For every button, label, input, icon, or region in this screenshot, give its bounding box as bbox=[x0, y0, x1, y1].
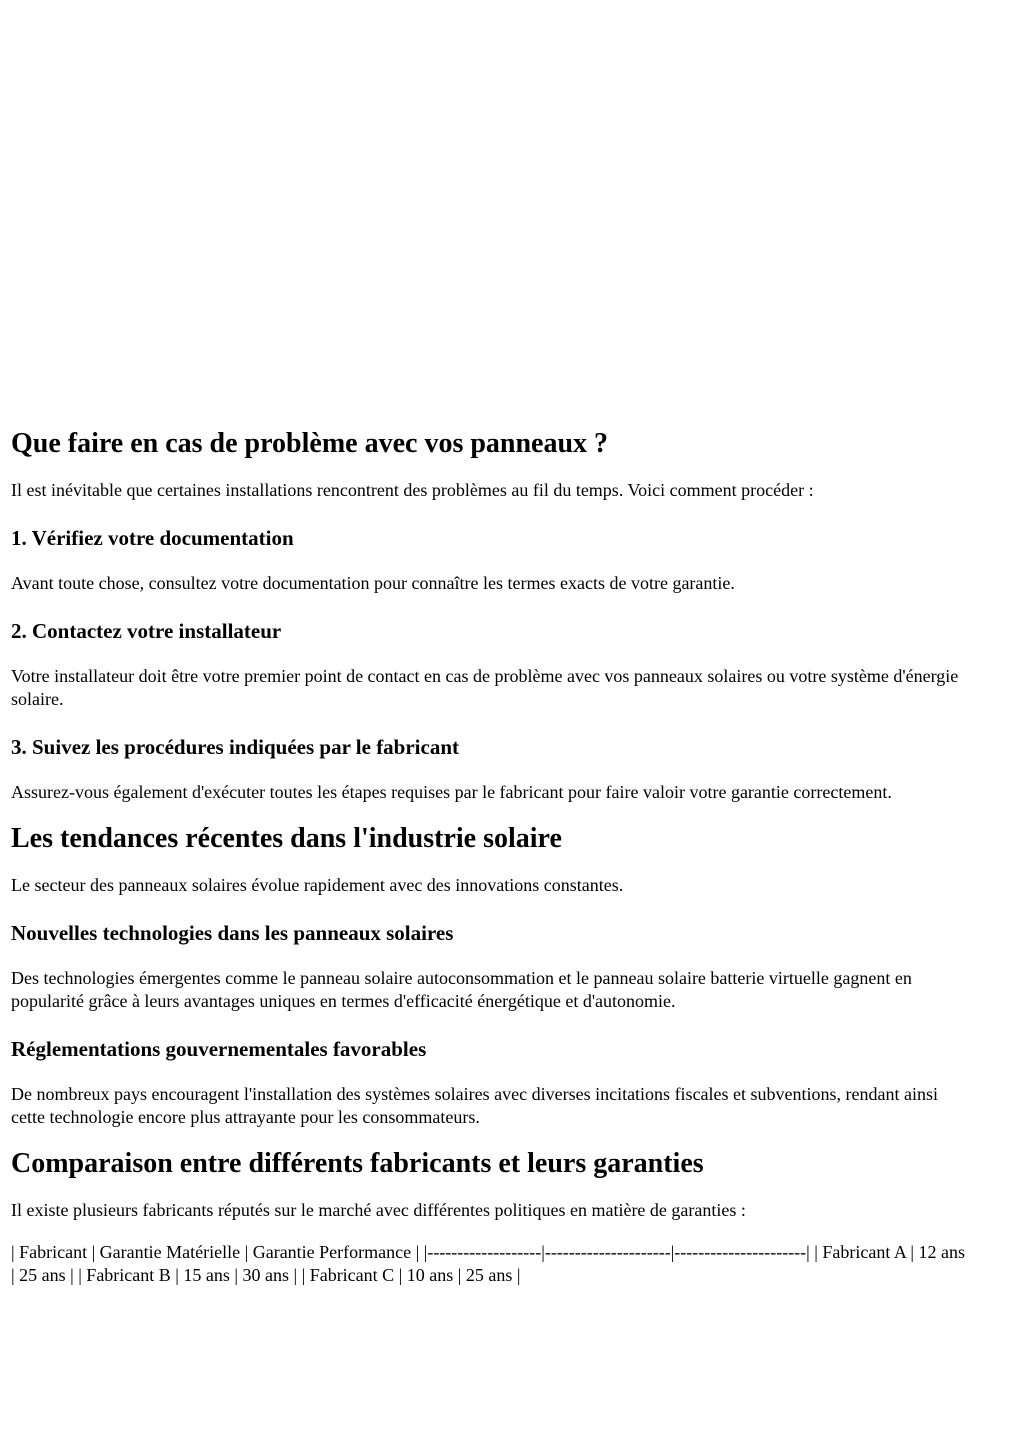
subsection-text-regulations: De nombreux pays encouragent l'installation des systèmes solaires avec diverses incitations fiscales et subventions, rendant ainsi cette technologie encore plus attrayante pour les consommateurs. bbox=[11, 1084, 938, 1127]
subsection-text-technologies: Des technologies émergentes comme le panneau solaire autoconsommation et le panneau solaire batterie virtuelle gagnent en popularité grâce à leurs avantages uniques en termes d'efficacité énergétique et d'autonomie. bbox=[11, 968, 912, 1011]
comparison-table-raw: | Fabricant | Garantie Matérielle | Garantie Performance | |-------------------|---------------------|----------------------| | Fabricant A | 12 ans | 25 ans | | Fabricant B | 15 ans | 30 ans | | Fabricant C | 10 ans | 25 ans | bbox=[11, 1242, 965, 1285]
subsection-heading-regulations: Réglementations gouvernementales favorables bbox=[11, 1037, 427, 1061]
section-intro-comparison: Il existe plusieurs fabricants réputés sur le marché avec différentes politiques en matière de garanties : bbox=[11, 1200, 746, 1220]
subsection-text-procedures: Assurez-vous également d'exécuter toutes les étapes requises par le fabricant pour faire valoir votre garantie correctement. bbox=[11, 782, 892, 802]
subsection-text-installer: Votre installateur doit être votre premier point de contact en cas de problème avec vos panneaux solaires ou votre système d'énergie solaire. bbox=[11, 666, 959, 709]
section-heading-comparison: Comparaison entre différents fabricants et leurs garanties bbox=[11, 1148, 704, 1179]
section-intro-trends: Le secteur des panneaux solaires évolue rapidement avec des innovations constantes. bbox=[11, 875, 624, 895]
subsection-heading-technologies: Nouvelles technologies dans les panneaux solaires bbox=[11, 921, 454, 945]
subsection-heading-installer: 2. Contactez votre installateur bbox=[11, 619, 282, 643]
subsection-heading-documentation: 1. Vérifiez votre documentation bbox=[11, 526, 294, 550]
section-heading-trends: Les tendances récentes dans l'industrie solaire bbox=[11, 823, 562, 854]
subsection-text-documentation: Avant toute chose, consultez votre documentation pour connaître les termes exacts de votre garantie. bbox=[11, 573, 735, 593]
subsection-heading-procedures: 3. Suivez les procédures indiquées par le fabricant bbox=[11, 735, 460, 759]
section-heading-problems: Que faire en cas de problème avec vos panneaux ? bbox=[11, 428, 609, 459]
section-intro-problems: Il est inévitable que certaines installations rencontrent des problèmes au fil du temps. Voici comment procéder : bbox=[11, 480, 814, 500]
article-content bbox=[11, 428, 971, 1287]
